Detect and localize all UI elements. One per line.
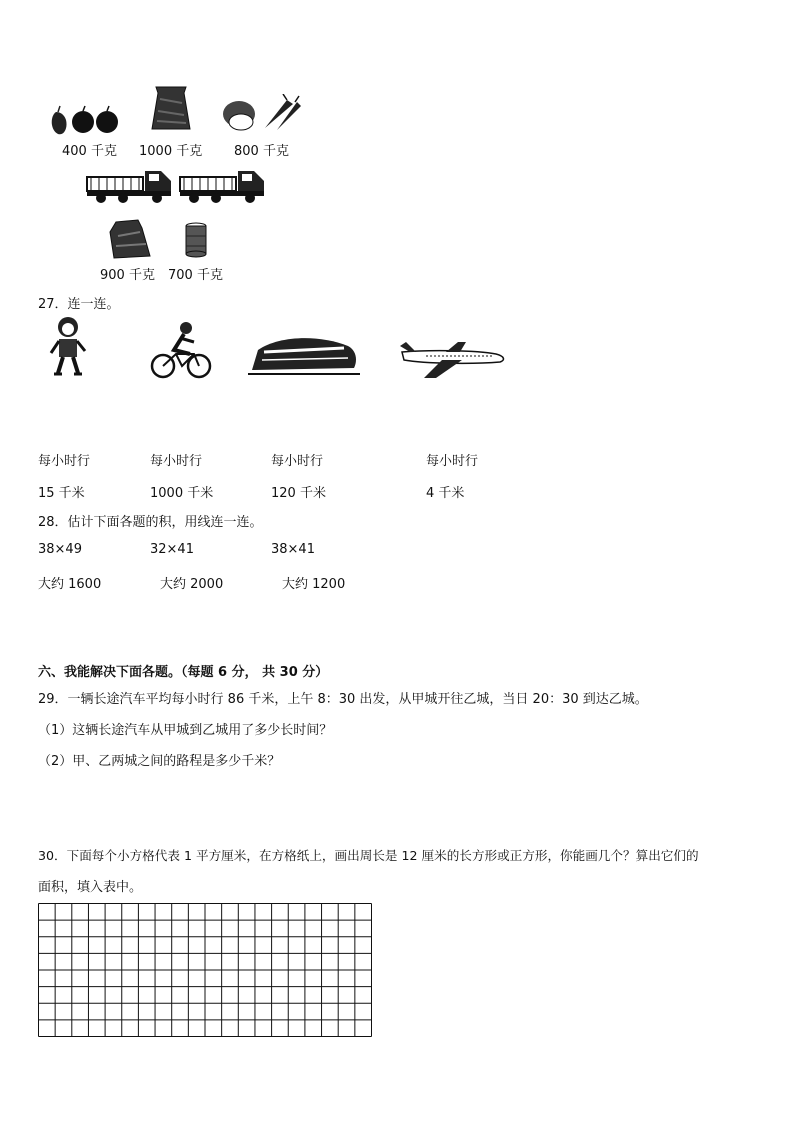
q28-expression-2: 32×41: [150, 542, 194, 557]
q27-speed-1-line2: 15 千米: [38, 486, 85, 501]
q29-sub-question-1: （1）这辆长途汽车从甲城到乙城用了多少长时间？: [38, 723, 333, 738]
q29-stem: 29．一辆长途汽车平均每小时行 86 千米，上午 8：30 出发，从甲城开往乙城，当日 20：30 到达乙城。: [38, 692, 648, 707]
q27-speed-4-line1: 每小时行: [426, 454, 479, 469]
q28-expression-1: 38×49: [38, 542, 82, 557]
fruit-picture: [46, 104, 122, 136]
q28-expression-3: 38×41: [271, 542, 315, 557]
q27-speed-1-line1: 每小时行: [38, 454, 91, 469]
sack-weight-label: 1000 千克: [139, 144, 203, 159]
barrel-weight-label: 700 千克: [168, 268, 223, 283]
q28-estimate-3: 大约 1200: [282, 577, 346, 592]
q27-speed-3-line1: 每小时行: [271, 454, 324, 469]
airplane-picture: [396, 338, 508, 380]
q28-estimate-1: 大约 1600: [38, 577, 102, 592]
vegetables-weight-label: 800 千克: [234, 144, 289, 159]
square-grid-paper[interactable]: [38, 903, 372, 1037]
bag-weight-label: 900 千克: [100, 268, 155, 283]
vegetables-picture: [221, 94, 303, 134]
q28-title: 28．估计下面各题的积，用线连一连。: [38, 515, 263, 530]
child-walking-picture: [48, 315, 88, 377]
q27-speed-4-line2: 4 千米: [426, 486, 465, 501]
q30-stem-line1: 30．下面每个小方格代表 1 平方厘米，在方格纸上，画出周长是 12 厘米的长方形或正方形，你能画几个？算出它们的: [38, 848, 699, 863]
q29-sub-question-2: （2）甲、乙两城之间的路程是多少千米？: [38, 754, 281, 769]
q27-speed-3-line2: 120 千米: [271, 486, 326, 501]
q30-stem-line2: 面积，填入表中。: [38, 880, 143, 895]
bag-picture: [108, 218, 154, 260]
q27-title: 27．连一连。: [38, 297, 120, 312]
truck-left-picture: [85, 165, 175, 205]
sack-picture: [148, 83, 194, 133]
truck-right-picture: [178, 165, 268, 205]
cyclist-picture: [150, 320, 212, 382]
section-six-title: 六、我能解决下面各题。（每题 6 分， 共 30 分）: [38, 665, 329, 680]
q27-speed-2-line2: 1000 千米: [150, 486, 214, 501]
q27-speed-2-line1: 每小时行: [150, 454, 203, 469]
high-speed-train-picture: [248, 330, 360, 378]
fruit-weight-label: 400 千克: [62, 144, 117, 159]
barrel-picture: [184, 222, 208, 258]
q28-estimate-2: 大约 2000: [160, 577, 224, 592]
